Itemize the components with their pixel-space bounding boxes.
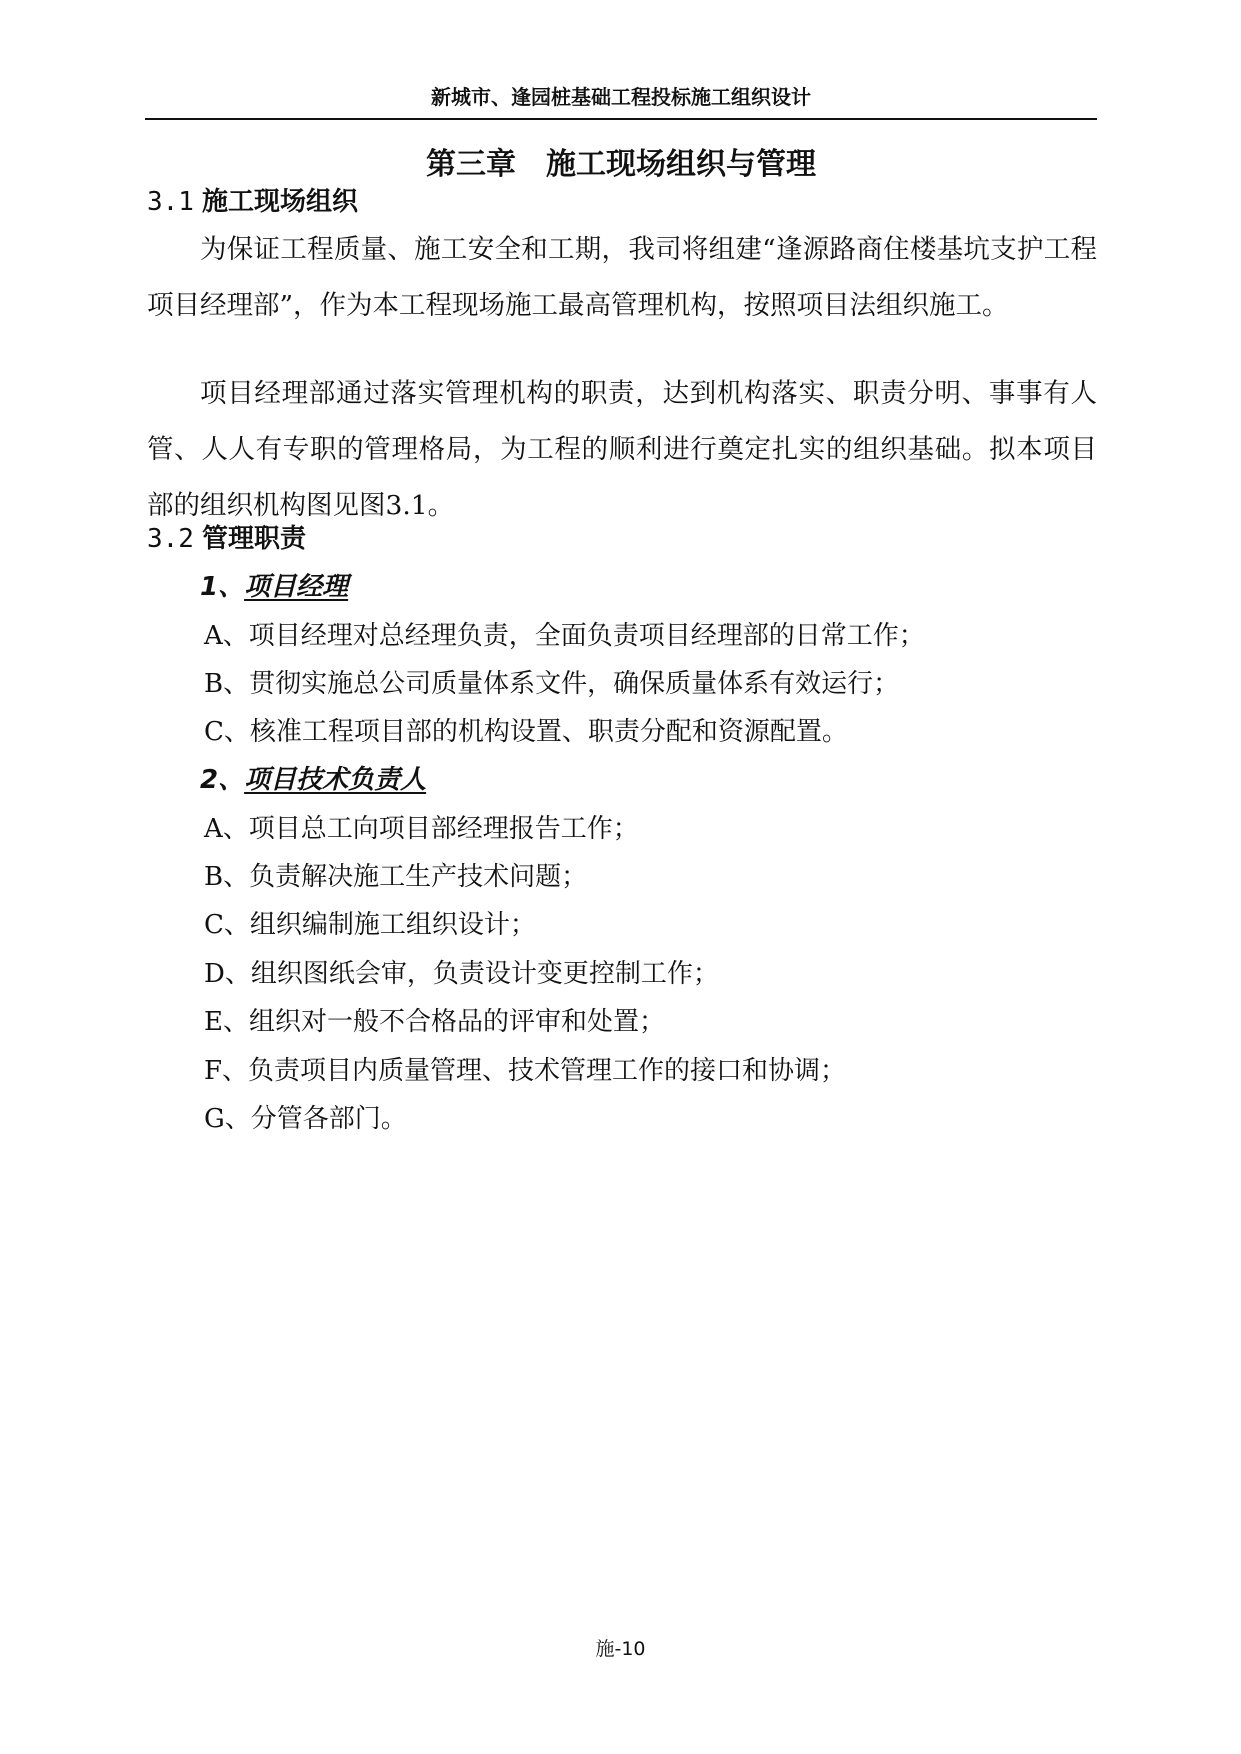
section-title: 施工现场组织 <box>201 187 358 217</box>
list-item: C、组织编制施工组织设计； <box>204 910 536 940</box>
list-item: A、项目经理对总经理负责，全面负责项目经理部的日常工作； <box>204 621 925 651</box>
role-heading-technical-lead <box>200 762 426 798</box>
role-index: 1、 <box>200 572 245 602</box>
header-divider <box>145 118 1097 120</box>
running-header-title: 新城市、逢园桩基础工程投标施工组织设计 <box>431 85 811 109</box>
list-item: B、贯彻实施总公司质量体系文件，确保质量体系有效运行； <box>204 669 900 699</box>
section-number: 3.1 <box>147 187 194 217</box>
list-item: D、组织图纸会审，负责设计变更控制工作； <box>204 959 719 989</box>
role-heading-project-manager <box>200 569 348 605</box>
list-item: C、核准工程项目部的机构设置、职责分配和资源配置。 <box>204 717 848 747</box>
section-heading-3-1 <box>147 184 358 220</box>
role-index: 2、 <box>200 765 245 795</box>
role-title: 项目经理 <box>244 572 349 602</box>
chapter-title: 第三章 施工现场组织与管理 <box>426 147 816 182</box>
list-item: F、负责项目内质量管理、技术管理工作的接口和协调； <box>204 1056 847 1086</box>
list-item: E、组织对一般不合格品的评审和处置； <box>204 1007 665 1037</box>
section-title: 管理职责 <box>201 524 306 554</box>
list-item: A、项目总工向项目部经理报告工作； <box>204 814 639 844</box>
page-number: 施-10 <box>595 1638 646 1660</box>
section-number: 3.2 <box>147 524 194 554</box>
paragraph-site-organization: 为保证工程质量、施工安全和工期，我司将组建“逢源路商住楼基坑支护工程项目经理部”，作为本工程现场施工最高管理机构，按照项目法组织施工。 <box>147 234 1097 321</box>
section-heading-3-2 <box>147 521 306 557</box>
role-title: 项目技术负责人 <box>244 765 427 795</box>
paragraph-management-structure: 项目经理部通过落实管理机构的职责，达到机构落实、职责分明、事事有人管、人人有专职的管理格局，为工程的顺利进行奠定扎实的组织基础。拟本项目部的组织机构图见图3.1。 <box>147 378 1097 521</box>
list-item: G、分管各部门。 <box>204 1104 407 1134</box>
list-item: B、负责解决施工生产技术问题； <box>204 862 588 892</box>
